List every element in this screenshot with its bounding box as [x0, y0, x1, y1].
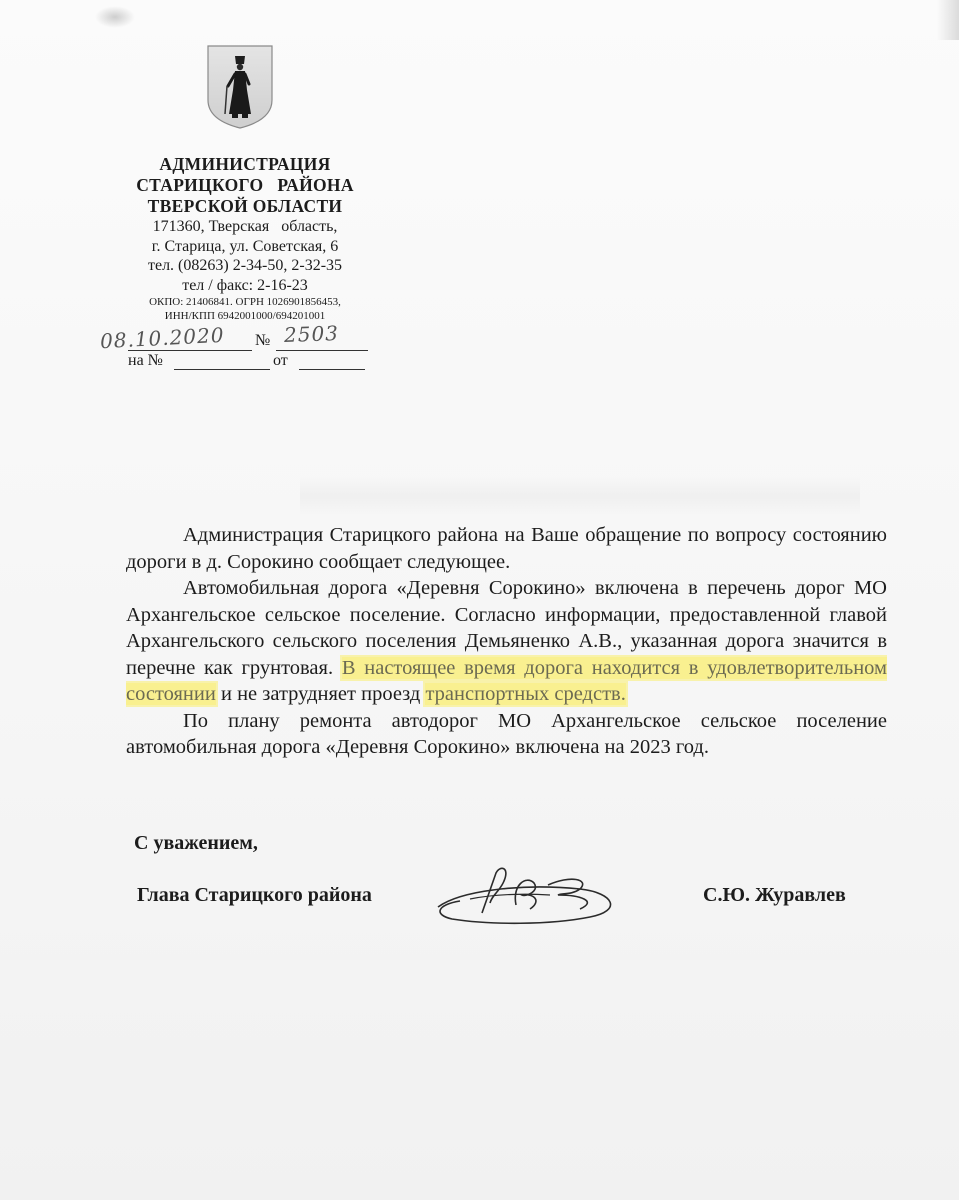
reply-date-underline [299, 369, 365, 370]
signatory-position: Глава Старицкого района [137, 884, 372, 906]
scan-band [300, 476, 860, 516]
reply-number-underline [174, 369, 270, 370]
paragraph-text: Автомобильная дорога «Деревня Сорокино» включена в перечень дорог МО Архангельское сельское поселение. Согласно информации, предоставленной главой Архангельского сельского поселения Демьяненко А.В., указанная дорога значится в перечне как грунтовая. [126, 577, 887, 679]
body-paragraph: Администрация Старицкого района на Ваше обращение по вопросу состоянию дороги в д. Сорокино сообщает следующее. [126, 524, 887, 573]
fax-line: тел / факс: 2-16-23 [182, 276, 308, 294]
coat-of-arms-icon [204, 42, 276, 130]
paragraph-text: и не затрудняет проезд [220, 683, 421, 705]
phone-line: тел. (08263) 2-34-50, 2-32-35 [147, 257, 343, 274]
scan-edge [937, 0, 959, 40]
reply-number-label: на № [128, 352, 163, 369]
highlighted-text: В настоящее время дорога находится в удовлетворительном состоянии [126, 656, 888, 705]
signatory-name: С.Ю. Журавлев [703, 884, 846, 906]
letter-body [126, 522, 887, 761]
number-underline [276, 350, 368, 351]
handwritten-number: 2503 [283, 321, 340, 347]
address-line: 171360, Тверская область, [152, 218, 338, 235]
body-paragraph [126, 575, 887, 708]
highlighted-text: транспортных средств. [425, 683, 626, 705]
number-label: № [255, 332, 271, 349]
address-line: г. Старица, ул. Советская, 6 [151, 237, 339, 255]
org-name-line: АДМИНИСТРАЦИЯ [159, 154, 331, 174]
reply-from-label: от [273, 352, 288, 369]
codes-line: ОКПО: 21406841. ОГРН 1026901856453, [149, 296, 341, 308]
org-name-line: СТАРИЦКОГО РАЙОНА [136, 175, 354, 195]
registration-line [99, 321, 370, 354]
body-paragraph: По плану ремонта автодорог МО Архангельское сельское поселение автомобильная дорога «Деревня Сорокино» включена на 2023 год. [126, 709, 887, 758]
letterhead [120, 154, 370, 323]
org-name-line: ТВЕРСКОЙ ОБЛАСТИ [147, 196, 343, 216]
scan-mark [95, 6, 135, 28]
date-underline [128, 350, 252, 351]
closing-salutation: С уважением, [134, 832, 258, 854]
reply-reference-line [128, 352, 368, 374]
signature-icon [430, 855, 630, 935]
codes-line: ИНН/КПП 6942001000/694201001 [164, 310, 326, 322]
handwritten-date: 08.10.2020 [99, 322, 226, 354]
